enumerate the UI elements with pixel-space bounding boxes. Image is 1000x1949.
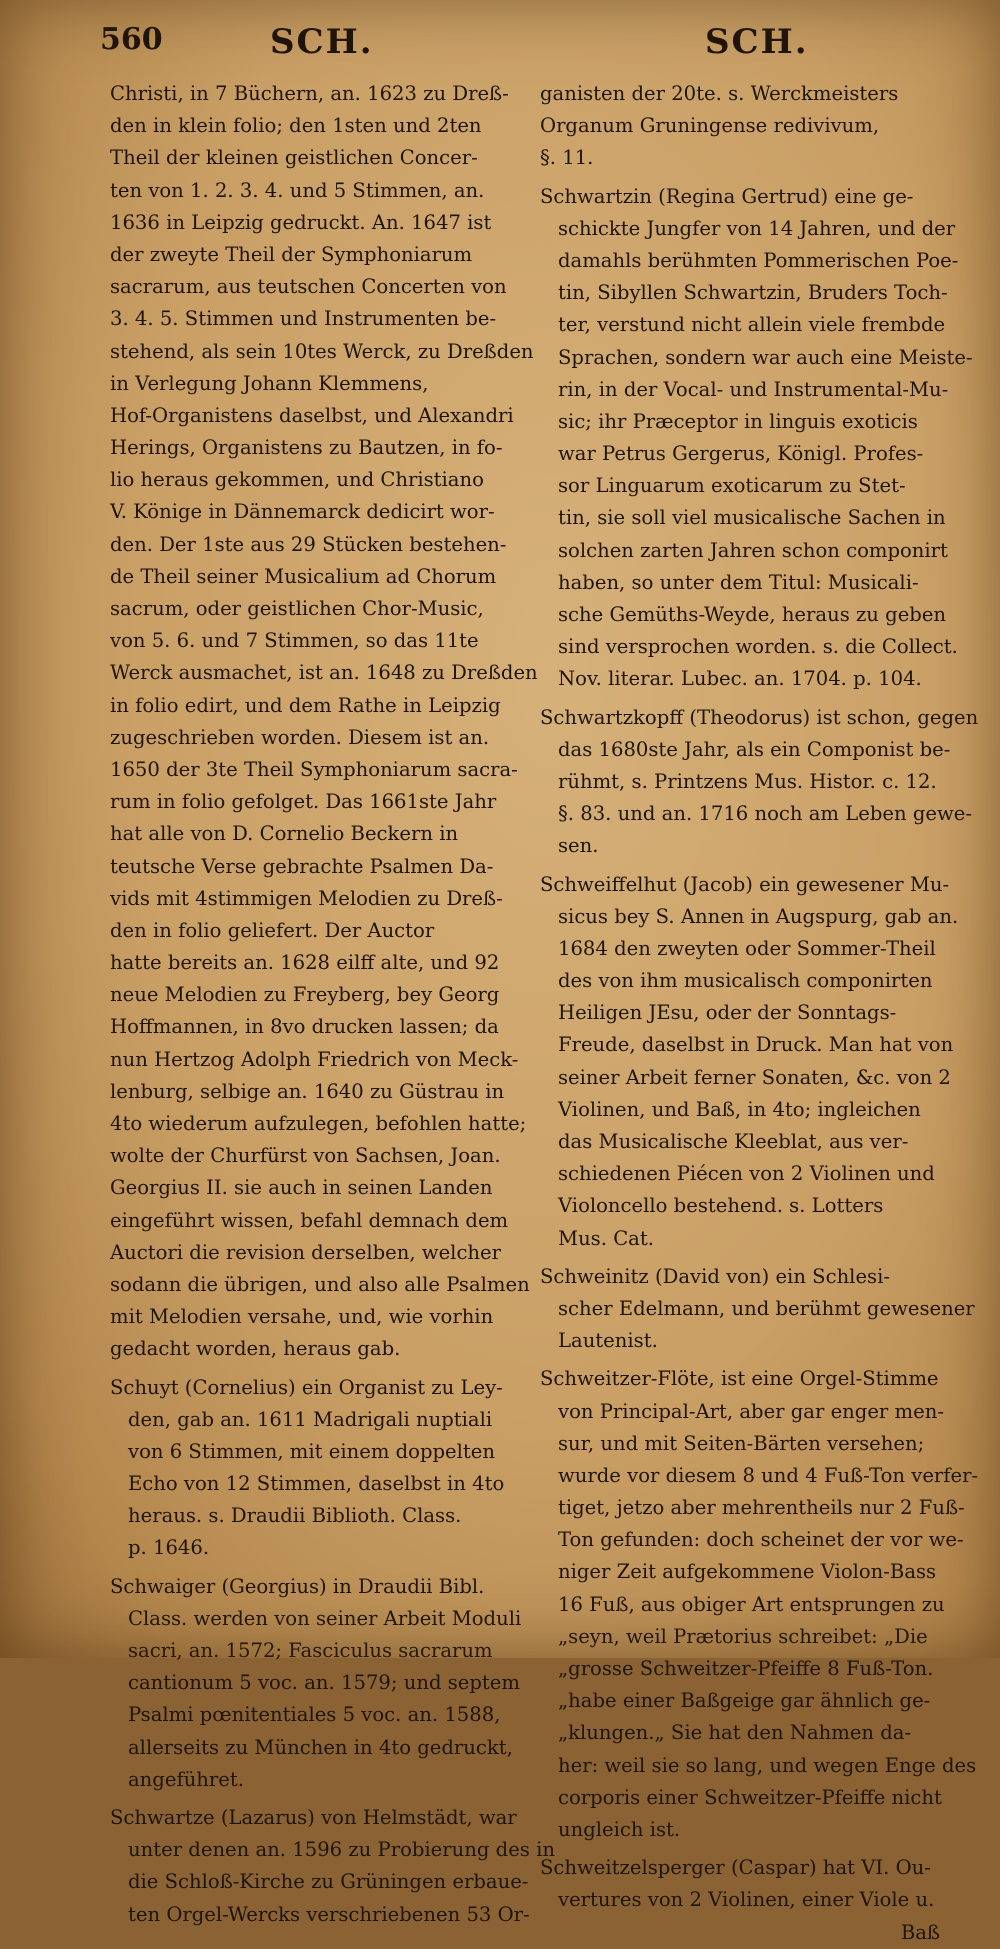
text-line: §. 11. <box>540 146 594 170</box>
text-line: sicus bey S. Annen in Augspurg, gab an. <box>558 904 959 928</box>
text-line: angeführet. <box>128 1767 244 1791</box>
text-line: cantionum 5 voc. an. 1579; und septem <box>128 1671 520 1695</box>
text-line: zugeschrieben worden. Diesem ist an. <box>110 725 490 749</box>
text-line: scher Edelmann, und berühmt gewesener <box>558 1296 975 1320</box>
left-column-entry <box>110 78 538 1366</box>
text-line: von Principal-Art, aber gar enger men- <box>558 1399 944 1423</box>
text-line: Schwartzkopff (Theodorus) ist schon, gegen <box>540 705 979 729</box>
text-line: Georgius II. sie auch in seinen Landen <box>110 1176 493 1200</box>
text-line: schickte Jungfer von 14 Jahren, und der <box>558 216 956 240</box>
right-column-entry <box>540 1261 975 1358</box>
text-line: rin, in der Vocal- und Instrumental-Mu- <box>558 377 949 401</box>
left-column-entry <box>110 1802 555 1931</box>
text-line: allerseits zu München in 4to gedruckt, <box>128 1735 513 1759</box>
text-line: Herings, Organistens zu Bautzen, in fo- <box>110 436 503 460</box>
text-line: „grosse Schweitzer-Pfeiffe 8 Fuß-Ton. <box>558 1657 934 1680</box>
text-line: den. Der 1ste aus 29 Stücken bestehen- <box>110 532 507 556</box>
text-line: sen. <box>558 834 599 858</box>
text-line: 1650 der 3te Theil Symphoniarum sacra- <box>110 757 518 781</box>
text-line: teutsche Verse gebrachte Psalmen Da- <box>110 854 494 878</box>
text-line: Organum Gruningense redivivum, <box>540 114 880 138</box>
text-line: solchen zarten Jahren schon componirt <box>558 538 948 562</box>
text-line: ten Orgel-Wercks verschriebenen 53 Or- <box>128 1902 530 1926</box>
text-line: Theil der kleinen geistlichen Concer- <box>110 146 478 170</box>
text-line: von 6 Stimmen, mit einem doppelten <box>128 1439 496 1463</box>
text-line: der zweyte Theil der Symphoniarum <box>110 242 473 266</box>
text-line: Schwartzin (Regina Gertrud) eine ge- <box>540 184 914 208</box>
text-line: Sprachen, sondern war auch eine Meiste- <box>558 345 973 369</box>
text-line: Christi, in 7 Büchern, an. 1623 zu Dreß- <box>110 82 509 105</box>
text-line: Hoffmannen, in 8vo drucken lassen; da <box>110 1015 499 1039</box>
text-line: corporis einer Schweitzer-Pfeiffe nicht <box>558 1785 942 1809</box>
text-line: Schuyt (Cornelius) ein Organist zu Ley- <box>110 1375 503 1399</box>
left-column-entry <box>110 1372 515 1565</box>
text-line: tin, sie soll viel musicalische Sachen in <box>558 506 946 530</box>
text-line: mit Melodien versahe, und, wie vorhin <box>110 1305 494 1329</box>
catchword: Baß <box>900 1920 940 1944</box>
text-line: von 5. 6. und 7 Stimmen, so das 11te <box>110 629 479 653</box>
text-line: Schwartze (Lazarus) von Helmstädt, war <box>110 1805 517 1829</box>
text-line: V. Könige in Dännemarck dedicirt wor- <box>110 500 495 524</box>
text-line: niger Zeit aufgekommene Violon-Bass <box>558 1560 937 1584</box>
text-line: heraus. s. Draudii Biblioth. Class. <box>128 1504 462 1528</box>
text-line: das Musicalische Kleeblat, aus ver- <box>558 1130 909 1153</box>
text-line: damahls berühmten Pommerischen Poe- <box>558 248 959 272</box>
text-line: haben, so unter dem Titul: Musicali- <box>558 570 919 594</box>
text-line: sind versprochen worden. s. die Collect. <box>558 635 958 659</box>
text-line: Heiligen JEsu, oder der Sonntags- <box>558 1001 897 1025</box>
text-line: Schweiffelhut (Jacob) ein gewesener Mu- <box>540 872 950 896</box>
text-line: Hof-Organistens daselbst, und Alexandri <box>110 403 514 427</box>
text-line: ter, verstund nicht allein viele frembde <box>558 313 946 337</box>
text-line: hat alle von D. Cornelio Beckern in <box>110 822 459 846</box>
text-line: Schwaiger (Georgius) in Draudii Bibl. <box>110 1574 485 1598</box>
text-line: den in klein folio; den 1sten und 2ten <box>110 114 482 138</box>
text-line: die Schloß-Kirche zu Grüningen erbaue- <box>128 1870 529 1894</box>
text-line: Mus. Cat. <box>558 1226 654 1250</box>
right-column-entry <box>540 869 960 1255</box>
running-head-left: SCH. <box>270 22 374 62</box>
right-column-entry <box>540 78 960 175</box>
text-line: hatte bereits an. 1628 eilff alte, und 92 <box>110 951 500 975</box>
page-number: 560 <box>100 22 163 57</box>
text-line: wurde vor diesem 8 und 4 Fuß-Ton verfer- <box>558 1463 979 1487</box>
text-line: gedacht worden, heraus gab. <box>110 1337 401 1361</box>
right-column-entry <box>540 1852 960 1916</box>
text-line: §. 83. und an. 1716 noch am Leben gewe- <box>558 802 972 826</box>
text-line: das 1680ste Jahr, als ein Componist be- <box>558 737 951 761</box>
text-line: sacri, an. 1572; Fasciculus sacrarum <box>128 1639 493 1662</box>
text-line: nun Hertzog Adolph Friedrich von Meck- <box>110 1047 519 1071</box>
text-line: sodann die übrigen, und also alle Psalmen <box>110 1272 530 1296</box>
text-line: rühmt, s. Printzens Mus. Histor. c. 12. <box>558 769 937 793</box>
text-line: Class. werden von seiner Arbeit Moduli <box>128 1606 522 1630</box>
text-line: lio heraus gekommen, und Christiano <box>110 468 484 492</box>
text-line: de Theil seiner Musicalium ad Chorum <box>110 564 497 588</box>
text-line: ten von 1. 2. 3. 4. und 5 Stimmen, an. <box>110 178 485 202</box>
text-line: sacrarum, aus teutschen Concerten von <box>110 275 507 299</box>
running-head-right: SCH. <box>705 22 809 62</box>
text-line: Ton gefunden: doch scheinet der vor we- <box>558 1528 964 1552</box>
text-line: 3. 4. 5. Stimmen und Instrumenten be- <box>110 307 497 331</box>
text-line: ungleich ist. <box>558 1817 681 1841</box>
text-line: eingeführt wissen, befahl demnach dem <box>110 1208 509 1232</box>
text-line: Werck ausmachet, ist an. 1648 zu Dreßden <box>110 661 538 685</box>
right-column-entry <box>540 181 973 696</box>
text-line: in Verlegung Johann Klemmens, <box>110 371 429 395</box>
text-line: 4to wiederum aufzulegen, befohlen hatte; <box>110 1112 527 1135</box>
text-line: Freude, daselbst in Druck. Man hat von <box>558 1033 954 1057</box>
text-line: seiner Arbeit ferner Sonaten, &c. von 2 <box>558 1065 951 1089</box>
text-line: sor Linguarum exoticarum zu Stet- <box>558 474 906 498</box>
text-line: unter denen an. 1596 zu Probierung des in <box>128 1838 555 1862</box>
text-line: 16 Fuß, aus obiger Art entsprungen zu <box>558 1592 945 1616</box>
text-line: Violoncello bestehend. s. Lotters <box>558 1194 884 1218</box>
right-column-entry <box>540 1363 979 1846</box>
text-line: rum in folio gefolget. Das 1661ste Jahr <box>110 790 497 814</box>
text-line: Violinen, und Baß, in 4to; ingleichen <box>558 1097 921 1121</box>
text-line: Echo von 12 Stimmen, daselbst in 4to <box>128 1472 505 1496</box>
text-line: den in folio geliefert. Der Auctor <box>110 918 435 942</box>
text-line: sche Gemüths-Weyde, heraus zu geben <box>558 603 947 626</box>
right-column-entry <box>540 702 979 863</box>
text-line: tiget, jetzo aber mehrentheils nur 2 Fuß- <box>558 1496 965 1520</box>
left-text-column <box>110 78 555 1931</box>
text-line: sic; ihr Præceptor in linguis exoticis <box>558 409 918 433</box>
left-column-entry <box>110 1571 522 1796</box>
text-line: Schweitzelsperger (Caspar) hat VI. Ou- <box>540 1856 931 1880</box>
text-line: neue Melodien zu Freyberg, bey Georg <box>110 983 500 1007</box>
text-line: 1636 in Leipzig gedruckt. An. 1647 ist <box>110 210 492 234</box>
text-line: war Petrus Gergerus, Königl. Profes- <box>558 442 924 466</box>
text-line: wolte der Churfürst von Sachsen, Joan. <box>110 1144 501 1168</box>
text-line: vertures von 2 Violinen, einer Viole u. <box>558 1888 935 1912</box>
text-line: sacrum, oder geistlichen Chor-Music, <box>110 597 484 620</box>
text-line: schiedenen Piécen von 2 Violinen und <box>558 1162 935 1186</box>
text-line: stehend, als sein 10tes Werck, zu Dreßden <box>110 339 534 363</box>
text-line: Auctori die revision derselben, welcher <box>110 1240 501 1264</box>
text-line: Nov. literar. Lubec. an. 1704. p. 104. <box>558 667 922 691</box>
text-line: ganisten der 20te. s. Werckmeisters <box>540 82 899 105</box>
text-line: lenburg, selbige an. 1640 zu Güstrau in <box>110 1079 505 1103</box>
text-line: her: weil sie so lang, und wegen Enge des <box>558 1753 977 1777</box>
text-line: „habe einer Baßgeige gar ähnlich ge- <box>558 1689 931 1713</box>
text-line: 1684 den zweyten oder Sommer-Theil <box>558 936 936 960</box>
text-line: „seyn, weil Prætorius schreibet: „Die <box>558 1624 928 1648</box>
text-line: den, gab an. 1611 Madrigali nuptiali <box>128 1407 493 1431</box>
text-line: Schweinitz (David von) ein Schlesi- <box>540 1264 890 1288</box>
text-line: Psalmi pœnitentiales 5 voc. an. 1588, <box>128 1703 501 1727</box>
text-line: vids mit 4stimmigen Melodien zu Dreß- <box>110 886 503 910</box>
text-line: „klungen.„ Sie hat den Nahmen da- <box>558 1721 912 1745</box>
text-line: in folio edirt, und dem Rathe in Leipzig <box>110 693 501 717</box>
text-line: des von ihm musicalisch componirten <box>558 969 933 993</box>
right-text-column <box>540 78 979 1949</box>
text-line: Lautenist. <box>558 1329 658 1353</box>
text-line: p. 1646. <box>128 1536 210 1560</box>
text-line: Schweitzer-Flöte, ist eine Orgel-Stimme <box>540 1367 939 1391</box>
text-line: tin, Sibyllen Schwartzin, Bruders Toch- <box>558 281 948 305</box>
text-line: sur, und mit Seiten-Bärten versehen; <box>558 1431 925 1455</box>
